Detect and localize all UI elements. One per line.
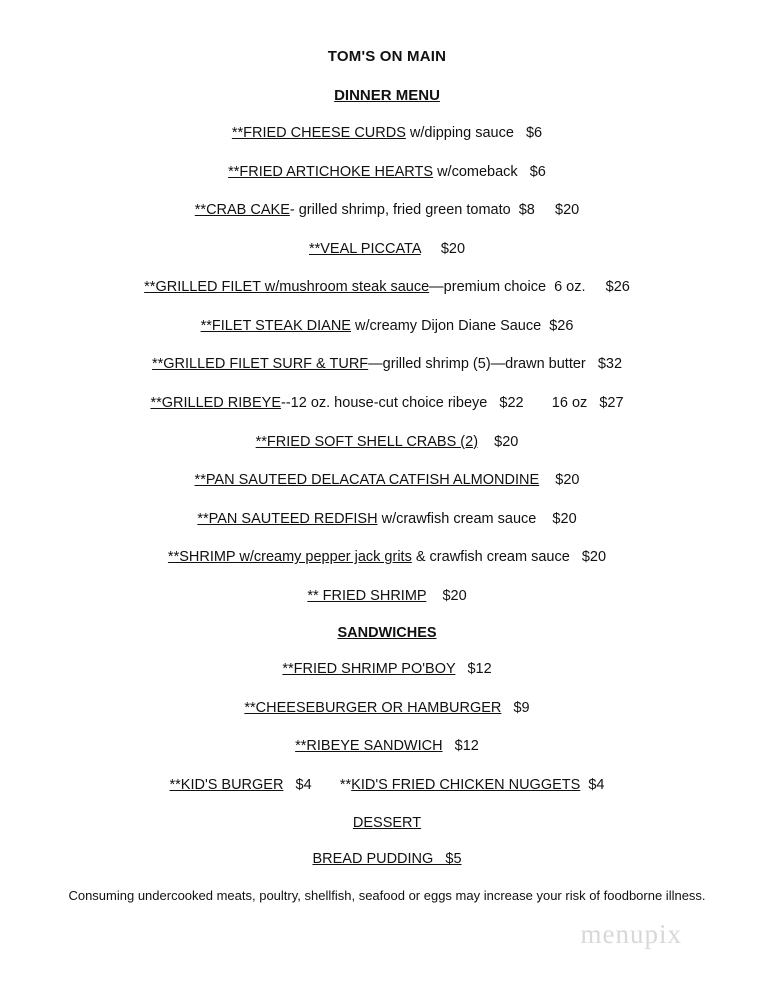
menu-item-name: **PAN SAUTEED REDFISH	[197, 510, 378, 527]
menu-item-detail: $20	[420, 240, 466, 257]
menu-item	[40, 163, 734, 183]
sandwich-item	[40, 660, 734, 680]
sandwich-item-detail: $4 **	[283, 777, 352, 793]
sandwich-item	[40, 776, 734, 796]
menu-item	[40, 433, 734, 453]
menu-item	[40, 124, 734, 144]
menu-item-name: **GRILLED RIBEYE	[150, 394, 281, 411]
watermark-menupix: menupix	[580, 919, 682, 949]
menu-item-detail: w/dipping sauce $6	[405, 125, 543, 141]
menu-item	[40, 278, 734, 298]
menu-item-name: **GRILLED FILET w/mushroom steak sauce	[144, 279, 430, 296]
dessert-item	[40, 850, 734, 870]
sandwich-item	[40, 699, 734, 719]
menu-item	[40, 201, 734, 221]
sandwich-item-detail: $12	[442, 738, 479, 755]
sandwich-item-name: **CHEESEBURGER OR HAMBURGER	[244, 699, 502, 716]
menu-item-name: **FILET STEAK DIANE	[200, 317, 351, 334]
menu-item-detail: w/comeback $6	[433, 163, 546, 180]
menu-item-name: **PAN SAUTEED DELACATA CATFISH ALMONDINE	[194, 472, 540, 489]
menu-item-name: **FRIED ARTICHOKE HEARTS	[228, 163, 434, 180]
sandwich-item	[40, 737, 734, 757]
menu-item-name: ** FRIED SHRIMP	[307, 587, 427, 604]
menu-item-detail: & crawfish cream sauce $20	[411, 549, 607, 566]
menu-item-detail: $20	[539, 472, 580, 489]
section-heading-sandwiches: SANDWICHES	[337, 625, 437, 642]
sandwich-item-detail-2: $4	[580, 777, 605, 793]
menu-item-name: **VEAL PICCATA	[308, 240, 421, 257]
page-title: TOM'S ON MAIN	[327, 48, 447, 65]
menu-item-detail: - grilled shrimp, fried green tomato $8 $20	[289, 202, 580, 219]
menu-item-detail: $20	[478, 433, 519, 450]
sandwich-item-detail: $9	[501, 699, 530, 716]
menu-item	[40, 510, 734, 530]
menu-item-detail: —premium choice 6 oz. $26	[429, 279, 630, 296]
menu-item	[40, 317, 734, 337]
menu-subtitle: DINNER MENU	[334, 87, 440, 104]
dessert-item-name: BREAD PUDDING $5	[312, 850, 462, 867]
sandwich-item-name-2: KID'S FRIED CHICKEN NUGGETS	[351, 777, 581, 793]
menu-item	[40, 548, 734, 568]
section-heading-dessert: DESSERT	[352, 814, 422, 831]
menu-item	[40, 587, 734, 607]
sandwich-item-name: **FRIED SHRIMP PO'BOY	[282, 661, 456, 678]
menu-item-name: **FRIED CHEESE CURDS	[231, 125, 406, 141]
menu-item-detail: $20	[426, 587, 467, 604]
sandwich-item-name: **KID'S BURGER	[169, 777, 284, 793]
sandwich-item-detail: $12	[455, 661, 492, 678]
health-disclaimer: Consuming undercooked meats, poultry, shellfish, seafood or eggs may increase your risk of foodborne illness.	[68, 888, 706, 904]
menu-item-detail: w/creamy Dijon Diane Sauce $26	[350, 317, 574, 334]
menu-item-name: **FRIED SOFT SHELL CRABS (2)	[255, 433, 479, 450]
menu-item-name: **CRAB CAKE	[194, 202, 290, 219]
menu-item	[40, 394, 734, 414]
menu-item-name: **GRILLED FILET SURF & TURF	[151, 356, 369, 373]
menu-item-name: **SHRIMP w/creamy pepper jack grits	[167, 549, 412, 566]
sandwich-item-name: **RIBEYE SANDWICH	[295, 738, 443, 755]
menu-item	[40, 471, 734, 491]
menu-item-detail: —grilled shrimp (5)—drawn butter $32	[368, 356, 623, 373]
menu-item	[40, 240, 734, 260]
menu-item-detail: --12 oz. house-cut choice ribeye $22 16 oz $27	[281, 394, 624, 411]
menu-item-detail: w/crawfish cream sauce $20	[377, 510, 577, 527]
menu-item	[40, 355, 734, 375]
